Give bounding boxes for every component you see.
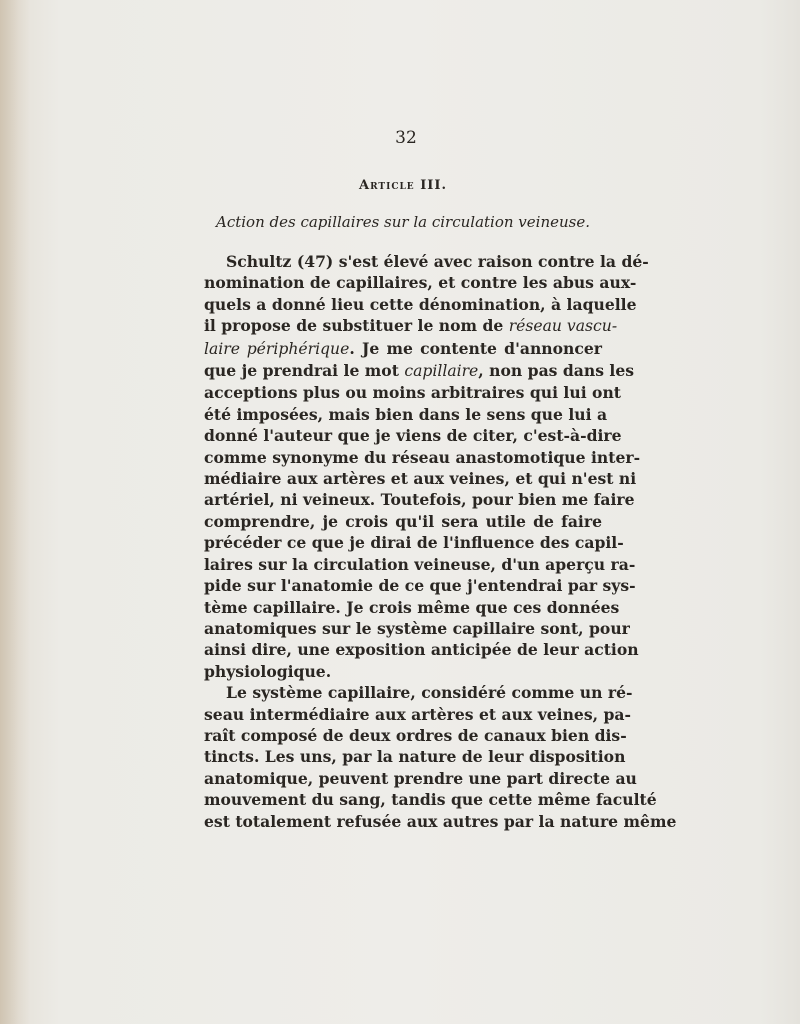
text-line: comme synonyme du réseau anastomotique inter- [204, 447, 641, 467]
text-line: mouvement du sang, tandis que cette même faculté [204, 790, 657, 810]
italic-term: réseau vascu- [508, 317, 618, 336]
text-line: il propose de substituer le nom de réseau vascu- [204, 316, 618, 336]
text-line: physiologique. [204, 661, 332, 681]
paragraph-2 [204, 682, 677, 832]
text-line: laires sur la circulation veineuse, d'un aperçu ra- [204, 554, 636, 574]
text-line: pide sur l'anatomie de ce que j'entendrai par sys- [204, 576, 636, 596]
text-line: tincts. Les uns, par la nature de leur disposition [204, 747, 626, 767]
text-line: seau intermédiaire aux artères et aux veines, pa- [204, 704, 631, 724]
page-text-block [204, 128, 677, 832]
text-line: donné l'auteur que je viens de citer, c'est-à-dire [204, 426, 622, 446]
italic-term: capillaire [404, 362, 479, 381]
text-line: ainsi dire, une exposition anticipée de leur action [204, 640, 639, 660]
text-line: acceptions plus ou moins arbitraires qui lui ont [204, 383, 621, 403]
article-label: Article [359, 178, 415, 193]
text-line: quels a donné lieu cette dénomination, à laquelle [204, 294, 637, 314]
text-line: anatomique, peuvent prendre une part directe au [204, 768, 637, 788]
text-line: laire périphérique. Je me contente d'annoncer [204, 338, 602, 358]
page-edge-stain [0, 0, 30, 1024]
text-line: anatomiques sur le système capillaire sont, pour [204, 618, 630, 638]
text-line: est totalement refusée aux autres par la nature même [204, 811, 677, 831]
article-number: III. [420, 178, 447, 193]
italic-term: laire périphérique [204, 339, 350, 358]
text-line: raît composé de deux ordres de canaux bien dis- [204, 725, 627, 745]
text-line: artériel, ni veineux. Toutefois, pour bien me faire [204, 490, 635, 510]
text-line: médiaire aux artères et aux veines, et qui n'est ni [204, 469, 637, 489]
text-line: été imposées, mais bien dans le sens que lui a [204, 404, 608, 424]
section-title: Action des capillaires sur la circulation veineuse. [215, 213, 590, 231]
paragraph-1 [204, 251, 649, 682]
text-line: nomination de capillaires, et contre les abus aux- [204, 273, 637, 293]
text-line: comprendre, je crois qu'il sera utile de faire [204, 511, 602, 531]
text-line: Schultz (47) s'est élevé avec raison contre la dé- [226, 252, 649, 271]
text-line: Le système capillaire, considéré comme un ré- [226, 683, 633, 703]
text-line: tème capillaire. Je crois même que ces données [204, 597, 620, 617]
page-number: 32 [395, 128, 417, 148]
text-line: que je prendrai le mot capillaire, non pas dans les [204, 361, 635, 381]
article-heading [204, 178, 602, 193]
text-line: précéder ce que je dirai de l'influence des capil- [204, 533, 624, 553]
